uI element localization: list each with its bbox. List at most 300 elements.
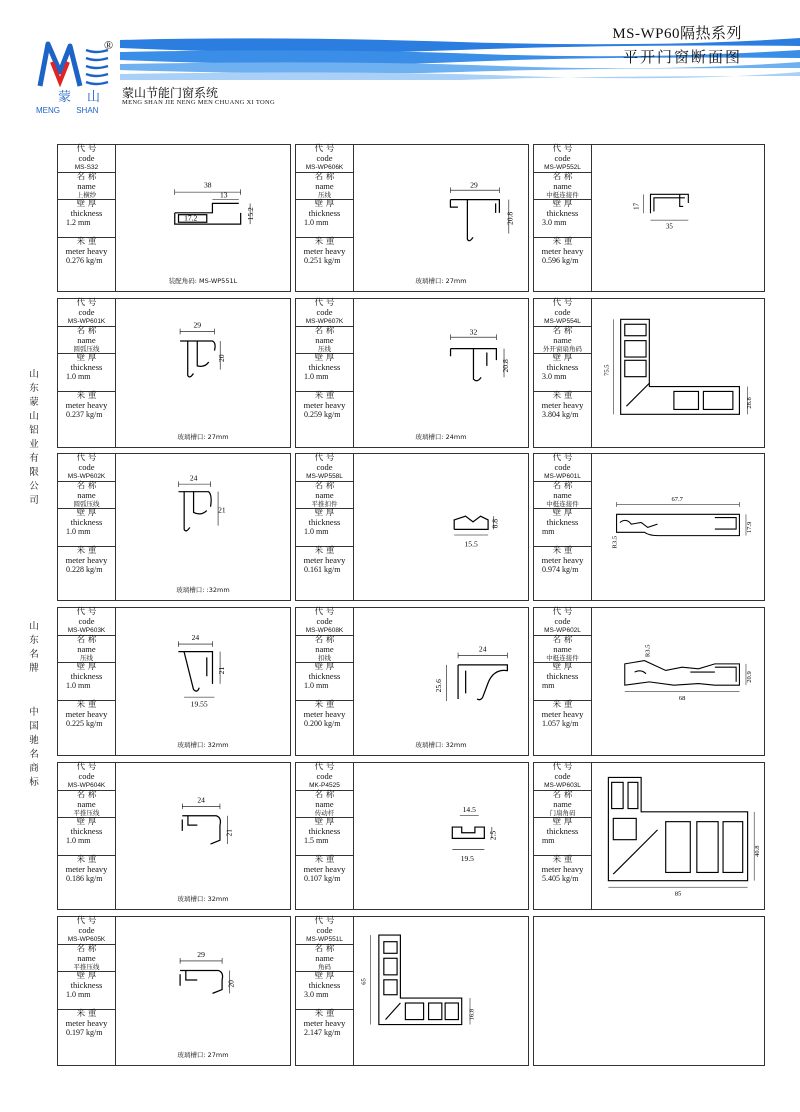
profile-drawing xyxy=(592,145,764,291)
name-label-cn: 名 称 xyxy=(552,635,573,645)
profile-thickness-cell xyxy=(296,354,353,392)
code-label-en: code xyxy=(554,307,571,317)
profile-thickness-cell xyxy=(58,972,115,1010)
profile-card xyxy=(295,607,529,756)
profile-weight-value: 0.107 kg/m xyxy=(304,874,341,883)
profile-card xyxy=(57,453,291,601)
registered-mark: ® xyxy=(104,38,114,52)
name-label-en: name xyxy=(315,644,334,654)
weight-label-cn: 米 重 xyxy=(314,391,335,401)
dimension-label: 8.8 xyxy=(490,519,500,529)
profile-code-cell xyxy=(296,299,353,327)
profile-section-diagram xyxy=(354,917,528,1065)
dimension-label: 24 xyxy=(189,473,198,483)
name-label-cn: 名 称 xyxy=(552,326,573,336)
thickness-label-en: thickness xyxy=(308,517,341,527)
profile-code-value: MS-WP601K xyxy=(67,318,106,325)
name-label-cn: 名 称 xyxy=(314,172,335,182)
profile-thickness-value: 3.0 mm xyxy=(542,372,567,381)
code-label-cn: 代 号 xyxy=(314,916,335,926)
profile-info-column xyxy=(296,454,354,600)
profile-section-diagram xyxy=(116,608,290,755)
profile-drawing xyxy=(354,763,528,909)
profile-thickness-value: 1.2 mm xyxy=(66,218,91,227)
code-label-en: code xyxy=(78,925,95,935)
profile-name-value: 圆弧压线 xyxy=(73,501,100,508)
page-subtitle: 平开门窗断面图 xyxy=(622,50,742,66)
weight-label-cn: 米 重 xyxy=(314,1009,335,1019)
thickness-label-en: thickness xyxy=(308,362,341,372)
weight-label-en: meter heavy xyxy=(303,400,346,410)
profile-thickness-cell xyxy=(534,818,591,856)
profile-note: 玻璃槽口: 32mm xyxy=(415,741,467,749)
profile-info-column xyxy=(58,454,116,600)
dimension-label: 21 xyxy=(224,828,234,837)
thickness-label-cn: 壁 厚 xyxy=(552,508,573,518)
profile-name-cell xyxy=(534,482,591,509)
profile-section-diagram xyxy=(354,763,528,909)
profile-note: 玻璃槽口: 32mm xyxy=(177,741,229,749)
dimension-label: 16.8 xyxy=(468,1008,476,1021)
profile-name-cell xyxy=(296,636,353,663)
dimension-label: 67.7 xyxy=(671,496,683,504)
profile-weight-value: 1.057 kg/m xyxy=(542,719,579,728)
brand-name-en: MENG SHAN xyxy=(36,106,99,115)
profile-weight-value: 0.186 kg/m xyxy=(66,874,103,883)
name-label-en: name xyxy=(553,490,572,500)
name-label-cn: 名 称 xyxy=(314,326,335,336)
code-label-cn: 代 号 xyxy=(76,453,97,463)
profile-thickness-value: 1.0 mm xyxy=(66,527,91,536)
dimension-label: 15.2 xyxy=(245,207,255,221)
profile-name-cell xyxy=(58,327,115,354)
weight-label-cn: 米 重 xyxy=(314,700,335,710)
profile-code-cell xyxy=(296,608,353,636)
profile-section-diagram xyxy=(592,145,764,291)
name-label-cn: 名 称 xyxy=(314,944,335,954)
profile-name-cell xyxy=(296,327,353,354)
profile-thickness-cell xyxy=(534,663,591,701)
profile-code-value: MS-WP601L xyxy=(544,473,581,480)
profile-card xyxy=(57,607,291,756)
thickness-label-en: thickness xyxy=(70,671,103,681)
thickness-label-en: thickness xyxy=(546,362,579,372)
profile-code-value: MS-WP552L xyxy=(544,164,581,171)
dimension-label: 29 xyxy=(470,180,478,190)
profile-thickness-cell xyxy=(58,818,115,856)
profile-card xyxy=(295,762,529,910)
profile-weight-cell xyxy=(58,238,115,293)
code-label-en: code xyxy=(554,462,571,472)
profile-thickness-cell xyxy=(58,663,115,701)
dimension-label: 40.8 xyxy=(754,845,762,857)
profile-code-value: MS-WP604K xyxy=(67,782,106,789)
profile-code-cell xyxy=(296,454,353,482)
thickness-label-cn: 壁 厚 xyxy=(76,817,97,827)
weight-label-en: meter heavy xyxy=(303,864,346,874)
profile-drawing xyxy=(354,145,528,291)
profile-drawing xyxy=(354,299,528,447)
profile-name-value: 中梃连接件 xyxy=(546,655,579,662)
name-label-en: name xyxy=(315,490,334,500)
profile-name-cell xyxy=(296,945,353,972)
dimension-label: 24 xyxy=(191,633,200,643)
profile-section-diagram xyxy=(592,299,764,447)
side-brand-line2: 中国驰名商标 xyxy=(29,707,39,788)
profile-card xyxy=(533,607,765,756)
profile-code-cell xyxy=(58,608,115,636)
thickness-label-en: thickness xyxy=(308,826,341,836)
profile-thickness-cell xyxy=(296,972,353,1010)
profile-info-column xyxy=(534,145,592,291)
code-label-en: code xyxy=(316,771,333,781)
weight-label-en: meter heavy xyxy=(65,709,108,719)
code-label-cn: 代 号 xyxy=(552,762,573,772)
profile-weight-cell xyxy=(534,547,591,602)
profile-name-value: 压线 xyxy=(318,346,331,353)
dimension-label: 65 xyxy=(360,978,368,985)
thickness-label-en: thickness xyxy=(308,980,341,990)
profile-thickness-value: 1.0 mm xyxy=(66,990,91,999)
profile-code-value: MS-WP551L xyxy=(306,936,343,943)
profile-info-column xyxy=(58,608,116,755)
dimension-label: 24 xyxy=(197,795,205,805)
company-name-en: MENG SHAN JIE NENG MEN CHUANG XI TONG xyxy=(122,99,275,106)
profile-card xyxy=(533,762,765,910)
profile-thickness-value: 1.0 mm xyxy=(304,681,329,690)
profile-info-column xyxy=(296,763,354,909)
weight-label-en: meter heavy xyxy=(303,709,346,719)
profile-name-cell xyxy=(58,636,115,663)
profile-thickness-value: mm xyxy=(542,836,555,845)
brand-name-cn: 蒙山 xyxy=(58,89,117,104)
profile-drawing xyxy=(116,763,290,909)
profile-code-value: MS-WP554L xyxy=(544,318,581,325)
profile-weight-value: 0.237 kg/m xyxy=(66,410,103,419)
profile-card xyxy=(533,144,765,292)
weight-label-en: meter heavy xyxy=(541,555,584,565)
profile-code-cell xyxy=(296,917,353,945)
weight-label-en: meter heavy xyxy=(541,864,584,874)
profile-weight-value: 0.974 kg/m xyxy=(542,565,579,574)
weight-label-cn: 米 重 xyxy=(76,546,97,556)
weight-label-en: meter heavy xyxy=(541,400,584,410)
profile-drawing xyxy=(116,454,290,600)
profile-card xyxy=(57,144,291,292)
profile-name-cell xyxy=(58,482,115,509)
dimension-label: 20.8 xyxy=(500,359,510,373)
name-label-cn: 名 称 xyxy=(76,635,97,645)
profile-section-diagram xyxy=(354,299,528,447)
profile-card xyxy=(57,916,291,1066)
profile-thickness-cell xyxy=(296,818,353,856)
profile-thickness-value: 3.0 mm xyxy=(542,218,567,227)
profile-weight-cell xyxy=(58,856,115,911)
profile-name-value: 上横纱 xyxy=(76,192,97,199)
profile-weight-cell xyxy=(296,1010,353,1067)
weight-label-en: meter heavy xyxy=(303,1018,346,1028)
profile-section-diagram xyxy=(116,454,290,600)
dimension-label: 25.6 xyxy=(434,679,443,693)
code-label-en: code xyxy=(316,153,333,163)
profile-code-cell xyxy=(534,145,591,173)
name-label-cn: 名 称 xyxy=(314,635,335,645)
profile-weight-value: 0.197 kg/m xyxy=(66,1028,103,1037)
weight-label-cn: 米 重 xyxy=(76,1009,97,1019)
thickness-label-cn: 壁 厚 xyxy=(76,353,97,363)
weight-label-en: meter heavy xyxy=(65,246,108,256)
profile-code-value: MS-WP558L xyxy=(306,473,343,480)
thickness-label-en: thickness xyxy=(546,517,579,527)
profile-name-value: 扣线 xyxy=(318,655,331,662)
profile-drawing xyxy=(354,917,528,1065)
profile-name-value: 门扇角码 xyxy=(549,810,576,817)
profile-weight-cell xyxy=(534,392,591,449)
profile-name-cell xyxy=(534,791,591,818)
profile-weight-value: 0.200 kg/m xyxy=(304,719,341,728)
dimension-label: 20 xyxy=(217,354,227,363)
name-label-en: name xyxy=(553,799,572,809)
weight-label-en: meter heavy xyxy=(303,246,346,256)
thickness-label-cn: 壁 厚 xyxy=(552,353,573,363)
name-label-en: name xyxy=(77,335,96,345)
name-label-en: name xyxy=(315,799,334,809)
profile-info-column xyxy=(534,299,592,447)
profile-name-cell xyxy=(58,791,115,818)
profile-weight-value: 0.276 kg/m xyxy=(66,256,103,265)
profile-drawing xyxy=(116,917,290,1065)
thickness-label-en: thickness xyxy=(308,671,341,681)
profile-code-cell xyxy=(534,763,591,791)
profile-weight-cell xyxy=(58,1010,115,1067)
profile-drawing xyxy=(592,763,764,909)
profile-info-column xyxy=(58,145,116,291)
profile-name-value: 中梃连接件 xyxy=(546,501,579,508)
profile-info-column xyxy=(58,917,116,1065)
name-label-cn: 名 称 xyxy=(552,481,573,491)
profile-thickness-value: mm xyxy=(542,527,555,536)
profile-name-cell xyxy=(58,173,115,200)
weight-label-cn: 米 重 xyxy=(314,855,335,865)
code-label-cn: 代 号 xyxy=(76,607,97,617)
profile-name-value: 压线 xyxy=(80,655,93,662)
profile-name-value: 中梃连接件 xyxy=(546,192,579,199)
profile-code-cell xyxy=(534,299,591,327)
name-label-en: name xyxy=(77,953,96,963)
dimension-label: 19.55 xyxy=(190,699,208,709)
profile-code-cell xyxy=(534,608,591,636)
profile-weight-value: 0.161 kg/m xyxy=(304,565,341,574)
profile-thickness-cell xyxy=(58,200,115,238)
profile-thickness-value: 1.0 mm xyxy=(66,836,91,845)
profile-note: 装配角码: MS-WP551L xyxy=(168,277,238,285)
profile-drawing xyxy=(116,299,290,447)
dimension-label: R3.5 xyxy=(611,535,619,549)
profile-name-cell xyxy=(296,173,353,200)
profile-drawing xyxy=(592,454,764,600)
thickness-label-en: thickness xyxy=(546,671,579,681)
profile-code-cell xyxy=(58,917,115,945)
profile-weight-cell xyxy=(58,392,115,449)
profile-drawing xyxy=(592,608,764,755)
profile-code-value: MS-WP602K xyxy=(67,473,106,480)
code-label-en: code xyxy=(78,462,95,472)
code-label-en: code xyxy=(554,771,571,781)
name-label-en: name xyxy=(315,335,334,345)
profile-weight-value: 0.228 kg/m xyxy=(66,565,103,574)
profile-code-value: MS-WP603L xyxy=(544,782,581,789)
profile-info-column xyxy=(534,454,592,600)
profile-section-diagram xyxy=(116,299,290,447)
code-label-en: code xyxy=(316,616,333,626)
name-label-en: name xyxy=(77,490,96,500)
profile-note: 玻璃槽口: 24mm xyxy=(415,433,467,441)
thickness-label-cn: 壁 厚 xyxy=(314,199,335,209)
profile-code-cell xyxy=(58,454,115,482)
code-label-en: code xyxy=(78,616,95,626)
code-label-en: code xyxy=(316,925,333,935)
thickness-label-cn: 壁 厚 xyxy=(552,662,573,672)
dimension-label: R3.5 xyxy=(644,644,652,658)
dimension-label: 68 xyxy=(678,694,686,702)
profile-name-value: 平推压线 xyxy=(73,810,100,817)
profile-weight-cell xyxy=(296,547,353,602)
code-label-cn: 代 号 xyxy=(314,607,335,617)
profile-info-column xyxy=(296,917,354,1065)
code-label-en: code xyxy=(316,462,333,472)
profile-code-value: MS-WP608K xyxy=(305,627,344,634)
dimension-label: 32 xyxy=(469,327,478,337)
thickness-label-en: thickness xyxy=(546,208,579,218)
profile-thickness-value: 1.0 mm xyxy=(304,527,329,536)
name-label-en: name xyxy=(315,181,334,191)
profile-info-column xyxy=(296,299,354,447)
profile-drawing xyxy=(592,299,764,447)
name-label-cn: 名 称 xyxy=(76,944,97,954)
code-label-en: code xyxy=(554,616,571,626)
profile-drawing xyxy=(354,608,528,755)
profile-info-column xyxy=(58,763,116,909)
weight-label-cn: 米 重 xyxy=(552,391,573,401)
side-company-name: 山东蒙山铝业有限公司 xyxy=(29,369,39,506)
profile-name-value: 外开窗扇角码 xyxy=(543,346,582,353)
profile-card xyxy=(57,298,291,448)
code-label-cn: 代 号 xyxy=(76,762,97,772)
profile-note: 玻璃槽口: 32mm xyxy=(177,895,229,903)
code-label-cn: 代 号 xyxy=(314,762,335,772)
thickness-label-cn: 壁 厚 xyxy=(314,662,335,672)
profile-name-value: 平推扣件 xyxy=(311,501,338,508)
dimension-label: 19.5 xyxy=(460,853,474,863)
profile-thickness-value: mm xyxy=(542,681,555,690)
dimension-label: 29 xyxy=(197,950,205,960)
code-label-en: code xyxy=(554,153,571,163)
profile-code-value: MS-S32 xyxy=(74,164,99,171)
thickness-label-cn: 壁 厚 xyxy=(314,353,335,363)
profile-note: 玻璃槽口: 27mm xyxy=(415,277,467,285)
profile-card xyxy=(533,453,765,601)
code-label-cn: 代 号 xyxy=(76,144,97,154)
name-label-cn: 名 称 xyxy=(76,326,97,336)
profile-weight-value: 0.596 kg/m xyxy=(542,256,579,265)
thickness-label-cn: 壁 厚 xyxy=(552,199,573,209)
name-label-en: name xyxy=(553,644,572,654)
profile-weight-cell xyxy=(534,856,591,911)
profile-card xyxy=(295,144,529,292)
profile-name-value: 圆弧压线 xyxy=(73,346,100,353)
weight-label-cn: 米 重 xyxy=(76,237,97,247)
profile-weight-cell xyxy=(534,238,591,293)
profile-name-cell xyxy=(296,482,353,509)
thickness-label-cn: 壁 厚 xyxy=(76,199,97,209)
dimension-label: 17.9 xyxy=(745,521,753,534)
profile-name-cell xyxy=(296,791,353,818)
profile-weight-value: 2.147 kg/m xyxy=(304,1028,341,1037)
dimension-label: 17 xyxy=(633,202,641,210)
profile-thickness-value: 1.0 mm xyxy=(66,681,91,690)
profile-card xyxy=(57,762,291,910)
profile-thickness-cell xyxy=(296,663,353,701)
name-label-en: name xyxy=(77,799,96,809)
name-label-cn: 名 称 xyxy=(76,790,97,800)
profile-weight-cell xyxy=(296,701,353,757)
code-label-en: code xyxy=(78,771,95,781)
code-label-cn: 代 号 xyxy=(552,298,573,308)
weight-label-en: meter heavy xyxy=(65,1018,108,1028)
code-label-cn: 代 号 xyxy=(552,607,573,617)
weight-label-en: meter heavy xyxy=(541,246,584,256)
weight-label-cn: 米 重 xyxy=(552,237,573,247)
weight-label-cn: 米 重 xyxy=(552,855,573,865)
weight-label-cn: 米 重 xyxy=(314,237,335,247)
dimension-label: 15.5 xyxy=(464,539,478,549)
thickness-label-en: thickness xyxy=(70,826,103,836)
profile-weight-value: 3.804 kg/m xyxy=(542,410,579,419)
profile-weight-value: 0.225 kg/m xyxy=(66,719,103,728)
weight-label-en: meter heavy xyxy=(65,864,108,874)
profile-info-column xyxy=(296,145,354,291)
profile-code-cell xyxy=(58,763,115,791)
thickness-label-en: thickness xyxy=(546,826,579,836)
dimension-label: 85 xyxy=(674,890,682,898)
code-label-en: code xyxy=(78,153,95,163)
code-label-cn: 代 号 xyxy=(314,298,335,308)
thickness-label-en: thickness xyxy=(70,517,103,527)
profile-section-diagram xyxy=(354,145,528,291)
profile-weight-cell xyxy=(58,547,115,602)
profile-weight-cell xyxy=(296,238,353,293)
code-label-cn: 代 号 xyxy=(552,453,573,463)
dimension-label: 24 xyxy=(478,644,487,654)
profile-card xyxy=(295,453,529,601)
profile-info-column xyxy=(534,763,592,909)
profile-card xyxy=(295,916,529,1066)
profile-code-value: MS-WP607K xyxy=(305,318,344,325)
thickness-label-en: thickness xyxy=(70,362,103,372)
profile-code-value: MS-WP605K xyxy=(67,936,106,943)
profile-name-cell xyxy=(534,173,591,200)
profile-section-diagram xyxy=(592,763,764,909)
code-label-cn: 代 号 xyxy=(552,144,573,154)
dimension-label: 29 xyxy=(193,320,202,330)
profile-thickness-cell xyxy=(534,354,591,392)
profile-drawing xyxy=(354,454,528,600)
profile-thickness-cell xyxy=(296,200,353,238)
profile-info-column xyxy=(296,608,354,755)
profile-thickness-value: 1.0 mm xyxy=(304,218,329,227)
profile-note: 玻璃槽口: :32mm xyxy=(176,586,230,594)
profile-thickness-cell xyxy=(534,200,591,238)
